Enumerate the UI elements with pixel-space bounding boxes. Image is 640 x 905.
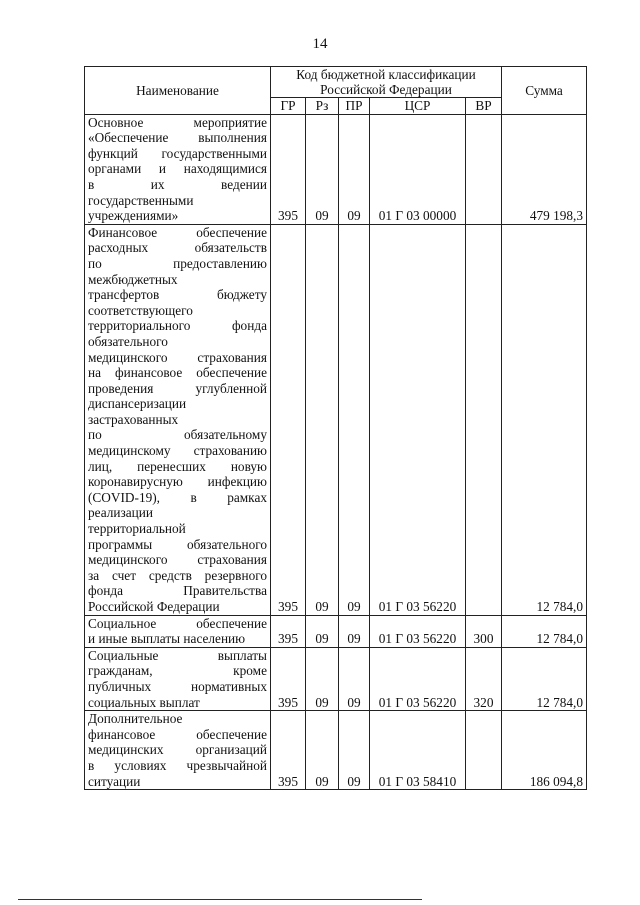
table-row — [85, 647, 587, 710]
row-name-line: застрахованных — [88, 411, 179, 427]
row-name-line: Социальные выплаты — [88, 647, 267, 663]
row-vr: 320 — [466, 647, 502, 710]
row-gr: 395 — [271, 647, 306, 710]
row-name-line: медицинскому страхованию — [88, 443, 267, 459]
row-name-line: обязательного — [88, 333, 168, 349]
row-name-line: Дополнительное — [88, 711, 183, 727]
row-name-line: по предоставлению — [88, 255, 267, 271]
page-number: 14 — [312, 36, 328, 52]
row-name-line: и иные выплаты населению — [88, 631, 246, 647]
row-name-line: в их ведении — [88, 176, 267, 192]
table-body — [85, 114, 587, 790]
row-rz: 09 — [306, 711, 339, 790]
row-name — [85, 615, 271, 647]
row-gr: 395 — [271, 224, 306, 615]
header-csr: ЦСР — [370, 98, 466, 115]
row-name-line: территориального фонда — [88, 318, 267, 334]
row-name-line: реализации — [88, 505, 153, 521]
row-gr: 395 — [271, 711, 306, 790]
row-gr: 395 — [271, 114, 306, 224]
row-pr: 09 — [339, 114, 370, 224]
row-vr — [466, 711, 502, 790]
row-name-line: учреждениями» — [88, 208, 179, 224]
row-name-line: программы обязательного — [88, 536, 267, 552]
row-rz: 09 — [306, 615, 339, 647]
row-name-line: медицинского страхования — [88, 349, 267, 365]
row-sum: 12 784,0 — [502, 647, 587, 710]
budget-table — [84, 66, 587, 790]
row-name-line: соответствующего — [88, 302, 193, 318]
header-code-group: Код бюджетной классификации Российской Федерации — [271, 67, 502, 98]
row-sum: 12 784,0 — [502, 615, 587, 647]
row-name-line: (COVID-19), в рамках — [88, 489, 267, 505]
row-sum: 12 784,0 — [502, 224, 587, 615]
row-name-line: Российской Федерации — [88, 599, 220, 614]
row-name-line: проведения углубленной — [88, 380, 267, 396]
row-name-line: фонда Правительства — [88, 583, 267, 599]
row-csr: 01 Г 03 56220 — [370, 615, 466, 647]
row-pr: 09 — [339, 711, 370, 790]
row-name-line: диспансеризации — [88, 396, 187, 412]
row-name-line: Финансовое обеспечение — [88, 224, 267, 240]
row-name-line: в условиях чрезвычайной — [88, 757, 267, 773]
row-name — [85, 224, 271, 615]
row-name-line: на финансовое обеспечение — [88, 365, 267, 381]
row-name — [85, 114, 271, 224]
row-name-line: медицинского страхования — [88, 552, 267, 568]
row-name-line: расходных обязательств — [88, 240, 267, 256]
row-vr — [466, 224, 502, 615]
row-name-line: социальных выплат — [88, 694, 200, 710]
row-pr: 09 — [339, 224, 370, 615]
row-rz: 09 — [306, 114, 339, 224]
row-name-line: гражданам, кроме — [88, 663, 267, 679]
row-rz: 09 — [306, 647, 339, 710]
row-name-line: трансфертов бюджету — [88, 287, 267, 303]
row-csr: 01 Г 03 00000 — [370, 114, 466, 224]
table-row — [85, 114, 587, 224]
row-name-line: по обязательному — [88, 427, 267, 443]
row-name — [85, 711, 271, 790]
row-name-line: медицинских организаций — [88, 742, 267, 758]
row-name-line: межбюджетных — [88, 271, 178, 287]
header-name: Наименование — [85, 67, 271, 115]
row-name-line: Основное мероприятие — [88, 114, 267, 130]
row-name — [85, 647, 271, 710]
header-gr: ГР — [271, 98, 306, 115]
header-pr: ПР — [339, 98, 370, 115]
row-csr: 01 Г 03 56220 — [370, 224, 466, 615]
row-csr: 01 Г 03 58410 — [370, 711, 466, 790]
table-row — [85, 711, 587, 790]
row-vr — [466, 114, 502, 224]
row-sum: 479 198,3 — [502, 114, 587, 224]
row-name-line: публичных нормативных — [88, 678, 267, 694]
row-name-line: государственными — [88, 192, 194, 208]
row-name-line: «Обеспечение выполнения — [88, 130, 267, 146]
row-name-line: лиц, перенесших новую — [88, 458, 267, 474]
header-vr: ВР — [466, 98, 502, 115]
row-name-line: за счет средств резервного — [88, 567, 267, 583]
row-pr: 09 — [339, 647, 370, 710]
row-gr: 395 — [271, 615, 306, 647]
table-row — [85, 224, 587, 615]
row-name-line: функций государственными — [88, 145, 267, 161]
row-name-line: финансовое обеспечение — [88, 726, 267, 742]
row-rz: 09 — [306, 224, 339, 615]
header-row-top — [85, 67, 587, 98]
row-name-line: Социальное обеспечение — [88, 615, 267, 631]
row-name-line: коронавирусную инфекцию — [88, 474, 267, 490]
header-sum: Сумма — [502, 67, 587, 115]
row-sum: 186 094,8 — [502, 711, 587, 790]
bottom-divider — [18, 899, 422, 900]
row-name-line: органами и находящимися — [88, 161, 267, 177]
row-vr: 300 — [466, 615, 502, 647]
row-pr: 09 — [339, 615, 370, 647]
table-row — [85, 615, 587, 647]
row-csr: 01 Г 03 56220 — [370, 647, 466, 710]
header-rz: Рз — [306, 98, 339, 115]
row-name-line: ситуации — [88, 773, 141, 789]
row-name-line: территориальной — [88, 521, 186, 537]
